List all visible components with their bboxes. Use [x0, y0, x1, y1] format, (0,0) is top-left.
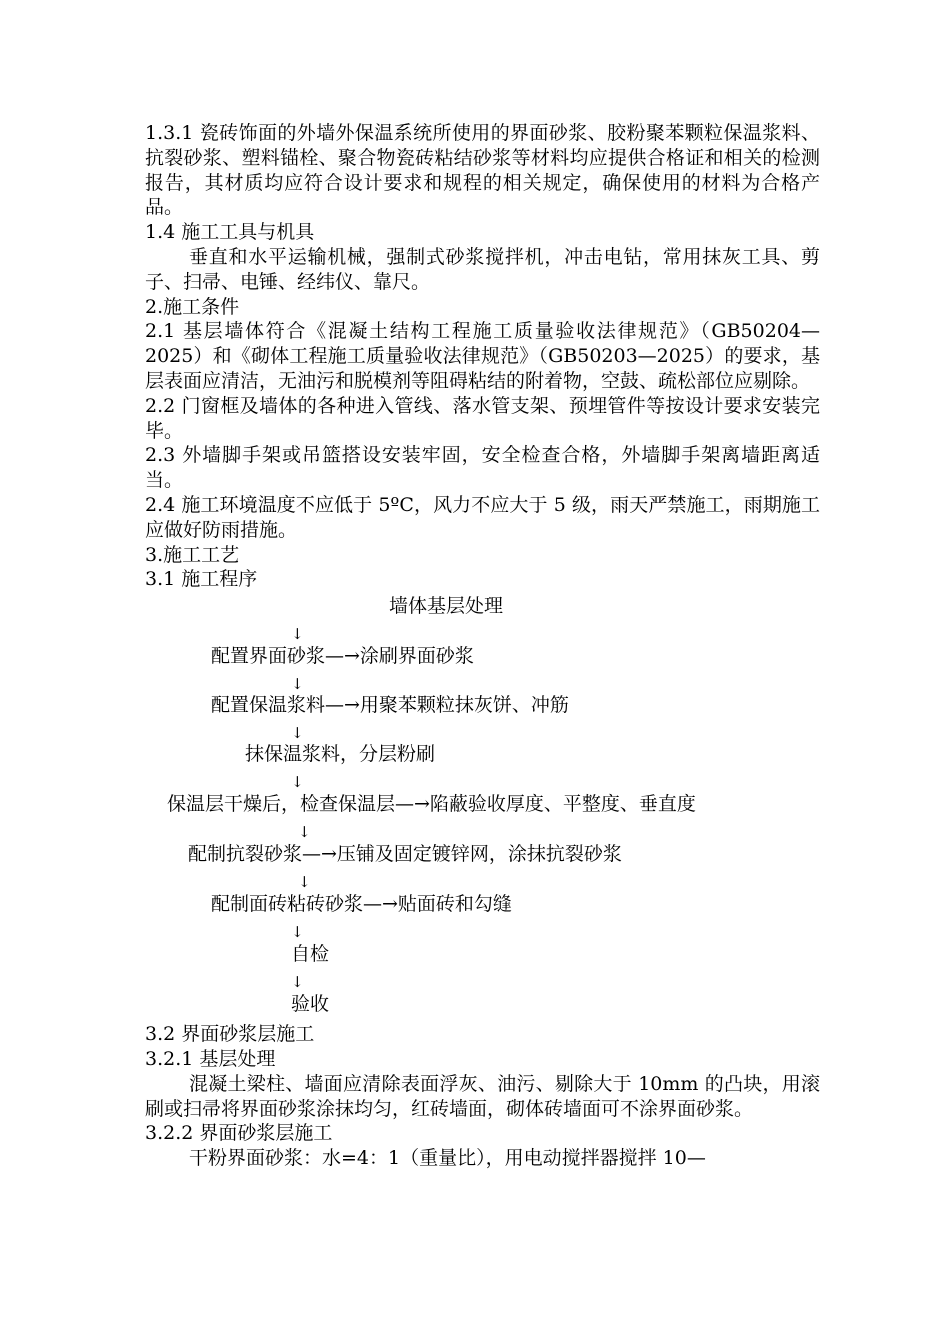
heading-3-2-2: 3.2.2 界面砂浆层施工	[145, 1122, 333, 1145]
paragraph-2-1: 2.1 基层墙体符合《混凝土结构工程施工质量验收法律规范》（GB50204—2025）和《砌体工程施工质量验收法律规范》（GB50203—2025）的要求，基层表面应清洁，无油污和脱模剂等阻碍粘结的附着物，空鼓、疏松部位应剔除。	[145, 320, 820, 392]
flow-step-plastering: 抹保温浆料，分层粉刷	[245, 743, 436, 766]
flow-step-acceptance: 验收	[291, 993, 330, 1016]
paragraph-2-2: 2.2 门窗框及墙体的各种进入管线、落水管支架、预埋管件等按设计要求安装完毕。	[145, 394, 820, 442]
paragraph-1-4: 垂直和水平运输机械，强制式砂浆搅拌机，冲击电钻，常用抹灰工具、剪子、扫帚、电锤、经纬仪、靠尺。	[145, 245, 820, 293]
flow-arrow-down-icon: ↓	[291, 773, 304, 792]
flow-arrow-down-icon: ↓	[291, 675, 304, 694]
paragraph-1-3-1: 1.3.1 瓷砖饰面的外墙外保温系统所使用的界面砂浆、胶粉聚苯颗粒保温浆料、抗裂砂浆、塑料锚栓、聚合物瓷砖粘结砂浆等材料均应提供合格证和相关的检测报告，其材质均应符合设计要求和规程的相关规定，确保使用的材料为合格产品。	[145, 122, 820, 219]
heading-3: 3.施工工艺	[145, 543, 240, 566]
heading-3-2: 3.2 界面砂浆层施工	[145, 1023, 315, 1046]
flow-step-self-check: 自检	[291, 943, 330, 966]
flow-arrow-down-icon: ↓	[291, 625, 304, 644]
flow-arrow-down-icon: ↓	[298, 873, 311, 892]
paragraph-2-4: 2.4 施工环境温度不应低于 5ºC，风力不应大于 5 级，雨天严禁施工，雨期施工应做好防雨措施。	[145, 493, 820, 541]
flow-step-wall-base: 墙体基层处理	[389, 595, 504, 618]
flow-arrow-down-icon: ↓	[298, 823, 311, 842]
flow-step-tile-mortar: 配制面砖粘砖砂浆—→贴面砖和勾缝	[211, 893, 512, 916]
heading-2: 2.施工条件	[145, 295, 240, 318]
heading-1-4: 1.4 施工工具与机具	[145, 221, 315, 244]
heading-3-1: 3.1 施工程序	[145, 568, 258, 591]
flow-arrow-down-icon: ↓	[291, 724, 304, 743]
paragraph-3-2-2: 干粉界面砂浆：水=4：1（重量比），用电动搅拌器搅拌 10—	[189, 1147, 706, 1170]
paragraph-2-3: 2.3 外墙脚手架或吊篮搭设安装牢固，安全检查合格，外墙脚手架离墙距离适当。	[145, 444, 820, 492]
process-flowchart	[145, 592, 820, 1022]
flow-arrow-down-icon: ↓	[291, 973, 304, 992]
flow-step-anti-crack-mortar: 配制抗裂砂浆—→压铺及固定镀锌网，涂抹抗裂砂浆	[188, 843, 622, 866]
flow-step-interface-mortar: 配置界面砂浆—→涂刷界面砂浆	[211, 645, 474, 668]
flow-step-inspection: 保温层干燥后，检查保温层—→陷蔽验收厚度、平整度、垂直度	[167, 793, 696, 816]
paragraph-3-2-1: 混凝土梁柱、墙面应清除表面浮灰、油污、剔除大于 10mm 的凸块，用滚刷或扫帚将界面砂浆涂抹均匀，红砖墙面，砌体砖墙面可不涂界面砂浆。	[145, 1072, 820, 1120]
heading-3-2-1: 3.2.1 基层处理	[145, 1047, 276, 1070]
flow-step-insulation-slurry: 配置保温浆料—→用聚苯颗粒抹灰饼、冲筋	[211, 694, 569, 717]
flow-arrow-down-icon: ↓	[291, 923, 304, 942]
document-body	[145, 121, 820, 1171]
